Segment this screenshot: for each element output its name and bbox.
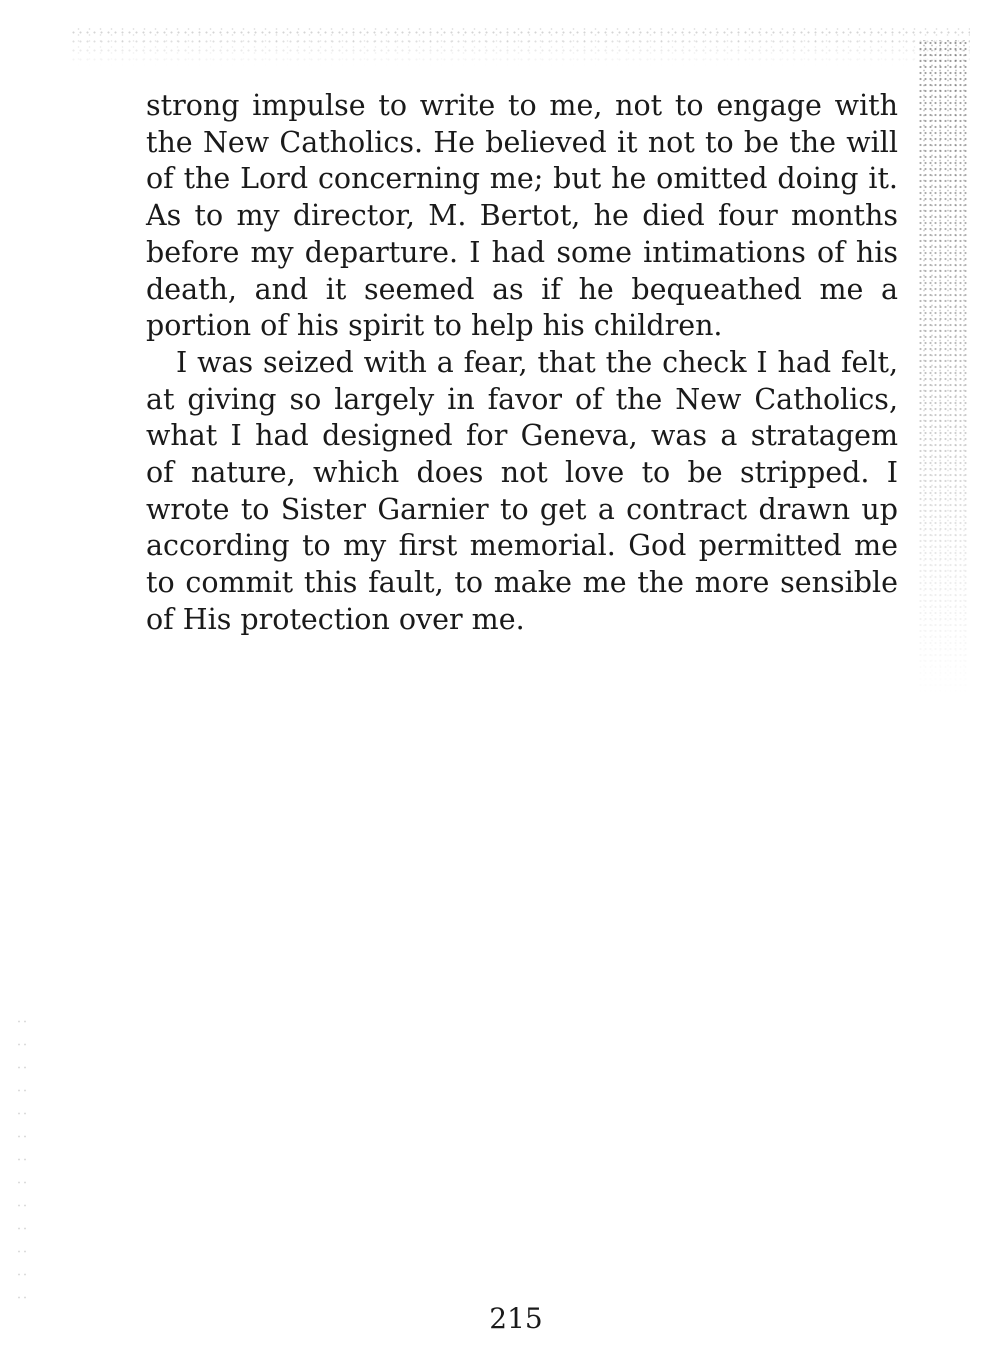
scan-noise-left bbox=[16, 1010, 30, 1310]
body-text bbox=[146, 88, 898, 639]
paragraph: I was seized with a fear, that the check I had felt, at giving so largely in favor of the New Catholics, what I had designed for Geneva, was a stratagem of nature, which does not love to be stripped. I wrote to Sister Garnier to get a contract drawn up according to my first memorial. God permitted me to commit this fault, to make me the more sensible of His protection over me. bbox=[146, 345, 898, 636]
page-number: 215 bbox=[489, 1302, 543, 1335]
scan-noise-top bbox=[70, 28, 970, 68]
scan-noise-right bbox=[918, 40, 968, 700]
paragraph-continued: strong impulse to write to me, not to engage with the New Catholics. He believed it not to be the will of the Lord concerning me; but he omitted doing it. As to my director, M. Bertot, he died four months before my departure. I had some intimations of his death, and it seemed as if he bequeathed me a portion of his spirit to help his children. bbox=[146, 89, 898, 343]
